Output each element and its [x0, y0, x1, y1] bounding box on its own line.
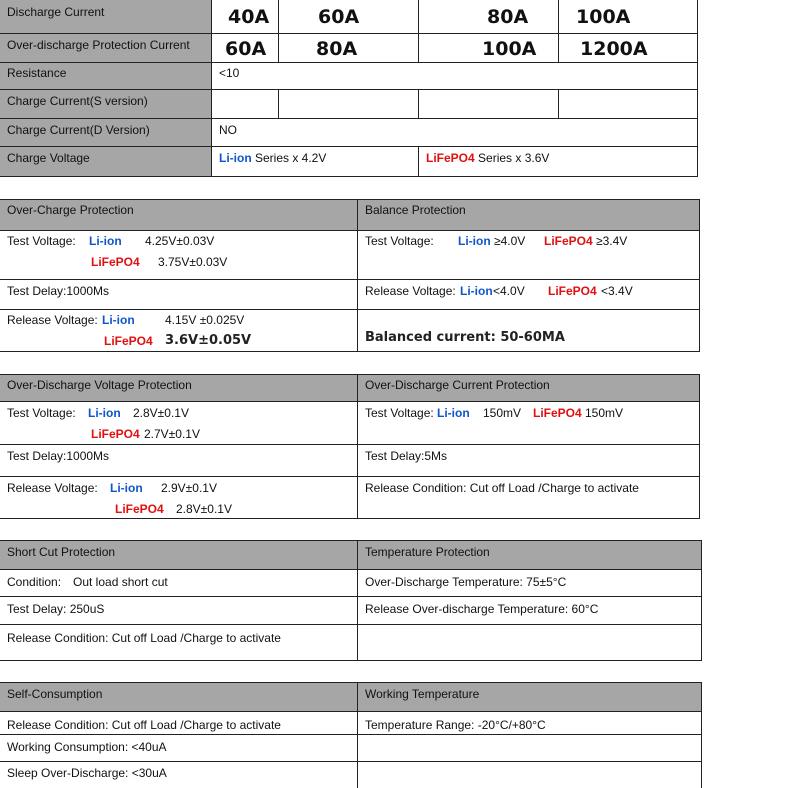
overcharge-lifepo4-value: 3.75V±0.03V — [158, 255, 228, 269]
liion-label: Li-ion — [219, 151, 252, 165]
liion-value: Series x 4.2V — [251, 151, 327, 165]
odv-release-liion-value: 2.9V±0.1V — [161, 481, 217, 495]
row-divider — [0, 89, 698, 90]
balance-test-voltage-label: Test Voltage: — [365, 234, 434, 248]
row-divider — [0, 279, 700, 280]
odc-liion-value: 150mV — [483, 406, 522, 420]
row-divider — [0, 230, 700, 231]
row-divider — [0, 374, 700, 375]
balance-release-voltage-label: Release Voltage: — [365, 284, 456, 298]
charge-voltage-label: Charge Voltage — [7, 151, 90, 165]
liion-label: Li-ion — [88, 406, 121, 420]
col-divider — [699, 199, 700, 351]
balance-title: Balance Protection — [365, 203, 466, 217]
short-cut-title: Short Cut Protection — [7, 545, 116, 559]
row-divider — [0, 199, 700, 200]
discharge-current-value: 100A — [576, 6, 631, 28]
row-divider — [0, 569, 702, 570]
lifepo4-label: LiFePO4 — [426, 151, 475, 165]
odv-release-voltage-label: Release Voltage: — [7, 481, 98, 495]
balance-liion-value: ≥4.0V — [494, 234, 526, 248]
col-divider — [418, 146, 419, 176]
col-divider — [357, 540, 358, 660]
col-divider — [418, 0, 419, 62]
lifepo4-label: LiFePO4 — [533, 406, 582, 420]
charge-current-s-label: Charge Current(S version) — [7, 94, 148, 108]
overcharge-liion-value: 4.25V±0.03V — [145, 234, 215, 248]
short-cut-release-condition: Release Condition: Cut off Load /Charge to activate — [7, 631, 281, 645]
col-divider — [701, 682, 702, 788]
row-divider — [0, 734, 702, 735]
col-divider — [701, 540, 702, 660]
col-divider — [357, 374, 358, 518]
overcharge-release-lifepo4-value: 3.6V±0.05V — [165, 333, 252, 348]
odv-test-delay: Test Delay:1000Ms — [7, 449, 110, 463]
over-discharge-current-value: 100A — [482, 38, 537, 60]
liion-label: Li-ion — [437, 406, 470, 420]
row-divider — [0, 33, 698, 34]
col-divider — [558, 0, 559, 62]
row-divider — [0, 476, 700, 477]
col-divider — [357, 682, 358, 788]
lifepo4-label: LiFePO4 — [91, 427, 140, 441]
col-divider — [558, 89, 559, 118]
working-consumption: Working Consumption: <40uA — [7, 740, 167, 754]
discharge-current-value: 80A — [487, 6, 529, 28]
self-consumption-release-condition: Release Condition: Cut off Load /Charge to activate — [7, 718, 281, 732]
liion-label: Li-ion — [460, 284, 493, 298]
charge-voltage-liion — [219, 151, 326, 165]
col-divider — [418, 89, 419, 118]
col-divider — [697, 0, 698, 176]
lifepo4-value: Series x 3.6V — [474, 151, 550, 165]
row-divider — [0, 444, 700, 445]
row-divider — [0, 596, 702, 597]
liion-label: Li-ion — [110, 481, 143, 495]
liion-label: Li-ion — [102, 313, 135, 327]
row-divider — [0, 351, 700, 352]
discharge-current-value: 60A — [318, 6, 360, 28]
short-cut-condition-value: Out load short cut — [73, 575, 168, 589]
odv-release-lifepo4-value: 2.8V±0.1V — [176, 502, 232, 516]
row-divider — [0, 660, 702, 661]
overcharge-release-voltage-label: Release Voltage: — [7, 313, 98, 327]
overdischarge-current-title: Over-Discharge Current Protection — [365, 378, 550, 392]
balance-release-lifepo4-value: <3.4V — [601, 284, 633, 298]
row-divider — [0, 624, 702, 625]
odc-lifepo4-value: 150mV — [585, 406, 624, 420]
overcharge-test-delay: Test Delay:1000Ms — [7, 284, 110, 298]
overcharge-title: Over-Charge Protection — [7, 203, 134, 217]
balance-lifepo4-value: ≥3.4V — [596, 234, 628, 248]
col-divider — [278, 0, 279, 62]
short-cut-condition-label: Condition: — [7, 575, 62, 589]
liion-label: Li-ion — [89, 234, 122, 248]
resistance-label: Resistance — [7, 66, 67, 80]
row-divider — [0, 401, 700, 402]
charge-current-d-value: NO — [219, 123, 237, 137]
lifepo4-label: LiFePO4 — [104, 334, 153, 348]
odv-test-voltage-label: Test Voltage: — [7, 406, 76, 420]
row-divider — [0, 761, 702, 762]
col-divider — [211, 0, 212, 176]
short-cut-test-delay: Test Delay: 250uS — [7, 602, 105, 616]
balance-release-liion-value: <4.0V — [493, 284, 525, 298]
odv-liion-value: 2.8V±0.1V — [133, 406, 189, 420]
lifepo4-label: LiFePO4 — [91, 255, 140, 269]
temperature-range: Temperature Range: -20°C/+80°C — [365, 718, 546, 732]
odc-test-voltage-label: Test Voltage: — [365, 406, 434, 420]
overdischarge-voltage-title: Over-Discharge Voltage Protection — [7, 378, 192, 392]
col-divider — [699, 374, 700, 518]
sleep-over-discharge: Sleep Over-Discharge: <30uA — [7, 766, 167, 780]
self-consumption-title: Self-Consumption — [7, 687, 103, 701]
section-header-bar — [0, 682, 702, 711]
odc-test-delay: Test Delay:5Ms — [365, 449, 448, 463]
liion-label: Li-ion — [458, 234, 491, 248]
col-divider — [278, 89, 279, 118]
charge-voltage-lifepo4 — [426, 151, 549, 165]
charge-current-d-label: Charge Current(D Version) — [7, 123, 150, 137]
row-divider — [0, 118, 698, 119]
over-discharge-protection-current-label: Over-discharge Protection Current — [7, 38, 190, 52]
working-temperature-title: Working Temperature — [365, 687, 480, 701]
row-divider — [0, 62, 698, 63]
over-discharge-temperature: Over-Discharge Temperature: 75±5°C — [365, 575, 567, 589]
overcharge-release-liion-value: 4.15V ±0.025V — [165, 313, 245, 327]
row-divider — [0, 176, 698, 177]
row-divider — [0, 682, 702, 683]
resistance-value: <10 — [219, 66, 240, 80]
over-discharge-current-value: 1200A — [580, 38, 648, 60]
row-divider — [0, 146, 698, 147]
row-divider — [0, 309, 700, 310]
balanced-current: Balanced current: 50-60MA — [365, 330, 565, 345]
over-discharge-current-value: 80A — [316, 38, 358, 60]
lifepo4-label: LiFePO4 — [548, 284, 597, 298]
row-divider — [0, 518, 700, 519]
discharge-current-value: 40A — [228, 6, 270, 28]
temperature-title: Temperature Protection — [365, 545, 490, 559]
odc-release-condition: Release Condition: Cut off Load /Charge to activate — [365, 481, 639, 495]
lifepo4-label: LiFePO4 — [115, 502, 164, 516]
overcharge-test-voltage-label: Test Voltage: — [7, 234, 76, 248]
release-over-discharge-temperature: Release Over-discharge Temperature: 60°C — [365, 602, 599, 616]
lifepo4-label: LiFePO4 — [544, 234, 593, 248]
row-divider — [0, 540, 702, 541]
discharge-current-label: Discharge Current — [7, 5, 105, 19]
col-divider — [357, 199, 358, 351]
spec-label-column — [0, 0, 211, 176]
over-discharge-current-value: 60A — [225, 38, 267, 60]
row-divider — [0, 711, 702, 712]
odv-lifepo4-value: 2.7V±0.1V — [144, 427, 200, 441]
